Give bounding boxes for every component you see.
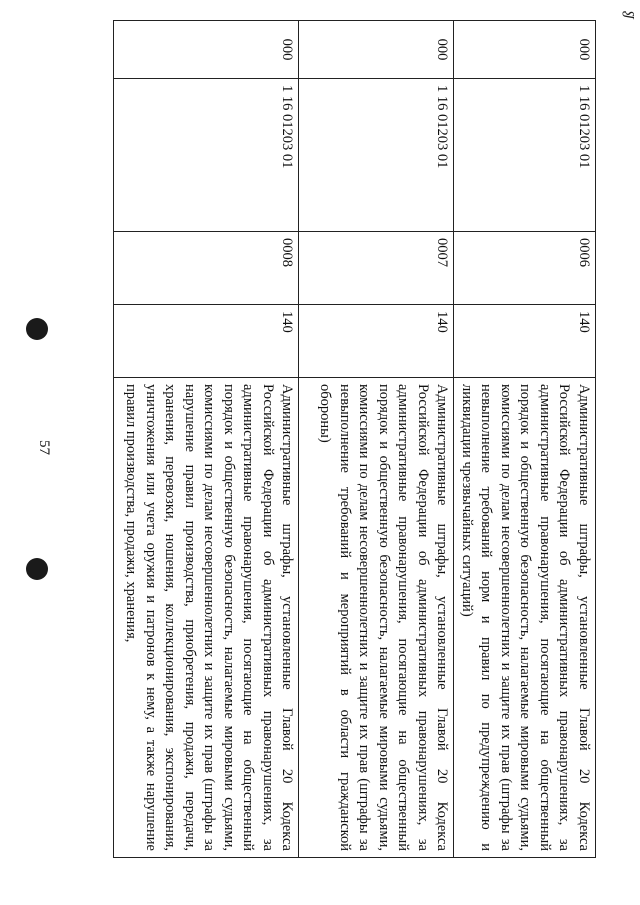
admin-code-cell: 000 [299,21,454,79]
page-number: 57 [36,440,52,455]
punch-hole-top [26,318,48,340]
admin-code-cell: 000 [114,21,299,79]
group-code-cell: 140 [114,305,299,378]
budget-classification-table [114,20,597,858]
description-cell: Административные штрафы, установленные Главой 20 Кодекса Российской Федерации об административных правонарушениях, за административные правонарушения, посягающие на общественный порядок и общественную безопасность, налагаемые мировыми судьями, комиссиями по делам несовершеннолетних и защите их прав (штрафы за невыполнение требований и мероприятий в области гражданской обороны) [299,378,454,858]
kbk-code-cell: 1 16 01203 01 [454,79,596,232]
table-row [299,21,454,858]
description-cell: Административные штрафы, установленные Главой 20 Кодекса Российской Федерации об административных правонарушениях, за административные правонарушения, посягающие на общественный порядок и общественную безопасность, налагаемые мировыми судьями, комиссиями по делам несовершеннолетних и защите их прав (штрафы за нарушение правил производства, приобретения, продажи, передачи, хранения, перевозки, ношения, коллекционирования, экспонирования, уничтожения или учета оружия и патронов к нему, а также нарушение правил производства, продажи, хранения, [114,378,299,858]
kbk-code-cell: 1 16 01203 01 [114,79,299,232]
group-code-cell: 140 [454,305,596,378]
description-cell: Административные штрафы, установленные Главой 20 Кодекса Российской Федерации об административных правонарушениях, за административные правонарушения, посягающие на общественный порядок и общественную безопасность, налагаемые мировыми судьями, комиссиями по делам несовершеннолетних и защите их прав (штрафы за невыполнение требований норм и правил по предупреждению и ликвидации чрезвычайных ситуаций) [454,378,596,858]
subcode-cell: 0006 [454,232,596,305]
subcode-cell: 0007 [299,232,454,305]
table-row [454,21,596,858]
kbk-code-cell: 1 16 01203 01 [299,79,454,232]
handwritten-page-mark: ß [621,11,638,19]
punch-hole-bottom [26,558,48,580]
admin-code-cell: 000 [454,21,596,79]
table-row [114,21,299,858]
group-code-cell: 140 [299,305,454,378]
subcode-cell: 0008 [114,232,299,305]
rotated-document-page [96,20,596,886]
